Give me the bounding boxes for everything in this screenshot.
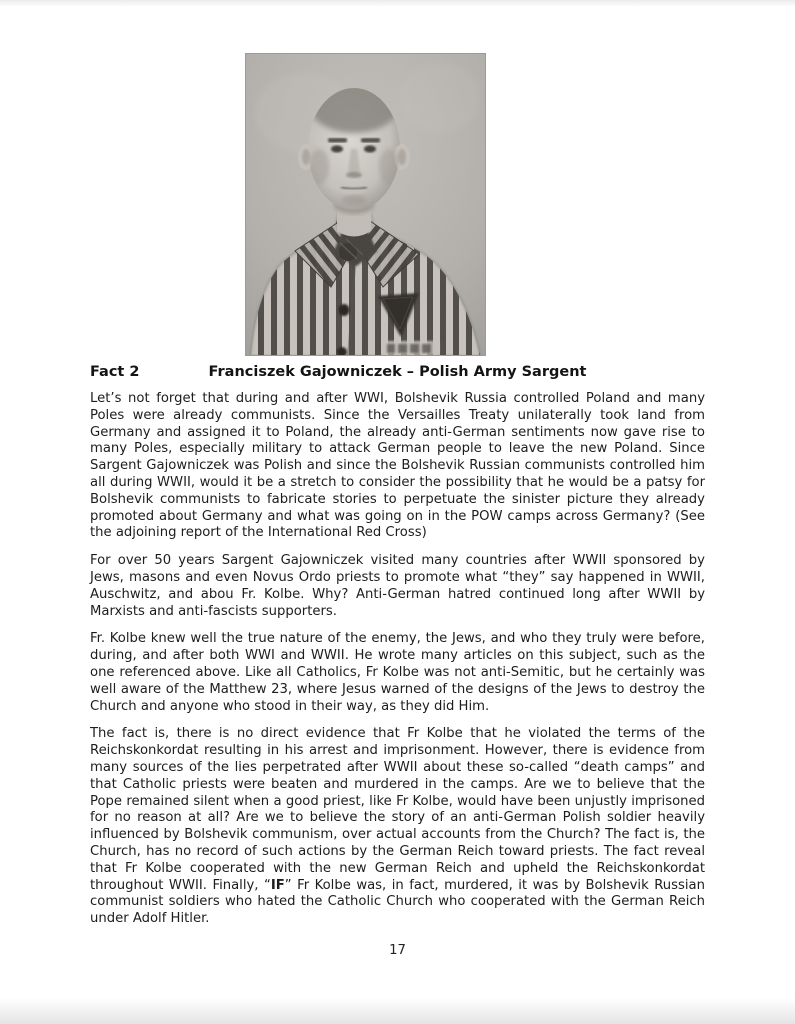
paragraph-4-lead: The fact is, there is no direct evidence that Fr Kolbe that he violated the terms of the Reichskonkordat resulting in his arrest and imprisonment. However, there is evidence from many sources of the lies perpetrated after WWII about these so-called “death camps” and that Catholic priests were beaten and murdered in the camps. Are we to believe that the Pope remained silent when a good priest, like Fr Kolbe, would have been unjustly imprisoned for no reason at all? Are we to believe the story of an anti-German Polish soldier heavily influenced by Bolshevik communism, over actual accounts from the Church? The fact is, the Church, has no record of such actions by the German Reich toward priests. The fact reveal that Fr Kolbe cooperated with the new German Reich and upheld the Reichskonkordat throughout WWII. Finally, “: [90, 726, 705, 893]
paragraph-4: [90, 726, 705, 928]
fact-label: Fact 2: [90, 364, 140, 380]
paragraph-4-tail: ” Fr Kolbe was, in fact, murdered, it was by Bolshevik Russian communist soldiers who hated the Catholic Church who cooperated with the German Reich under Adolf Hitler.: [90, 877, 705, 927]
paragraph-1: Let’s not forget that during and after WWI, Bolshevik Russia controlled Poland and many Poles were already communists. Since the Versailles Treaty unilaterally took land from Germany and assigned it to Poland, the already anti-German sentiments now gave rise to many Poles, especially military to attack German people to leave the new Poland. Since Sargent Gajowniczek was Polish and since the Bolshevik Russian communists controlled him all during WWII, would it be a stretch to consider the possibility that he would be a patsy for Bolshevik communists to fabricate stories to perpetuate the sinister picture they already promoted about Germany and what was going on in the POW camps across Germany? (See the adjoining report of the International Red Cross): [90, 391, 705, 541]
section-heading: [90, 364, 705, 382]
page-number: 17: [389, 942, 406, 958]
paragraph-2: For over 50 years Sargent Gajowniczek visited many countries after WWII sponsored by Jews, masons and even Novus Ordo priests to promote what “they” say happened in WWII, Auschwitz, and abou Fr. Kolbe. Why? Anti-German hatred continued long after WWII by Marxists and anti-fascists supporters.: [90, 553, 705, 619]
page-top-edge: [0, 0, 795, 6]
paragraph-3: Fr. Kolbe knew well the true nature of the enemy, the Jews, and who they truly were before, during, and after both WWI and WWII. He wrote many articles on this subject, such as the one referenced above. Like all Catholics, Fr Kolbe was not anti-Semitic, but he certainly was well aware of the Matthew 23, where Jesus warned of the designs of the Jews to destroy the Church and anyone who stood in their way, as they did Him.: [90, 631, 705, 714]
page-bottom-edge: [0, 998, 795, 1024]
fact-title: Franciszek Gajowniczek – Polish Army Sargent: [208, 364, 587, 380]
article-body: [90, 364, 705, 958]
paragraph-4-emphasis: IF: [270, 877, 285, 893]
prisoner-portrait-drawing: [245, 53, 486, 356]
prisoner-portrait-photo: [245, 53, 486, 356]
